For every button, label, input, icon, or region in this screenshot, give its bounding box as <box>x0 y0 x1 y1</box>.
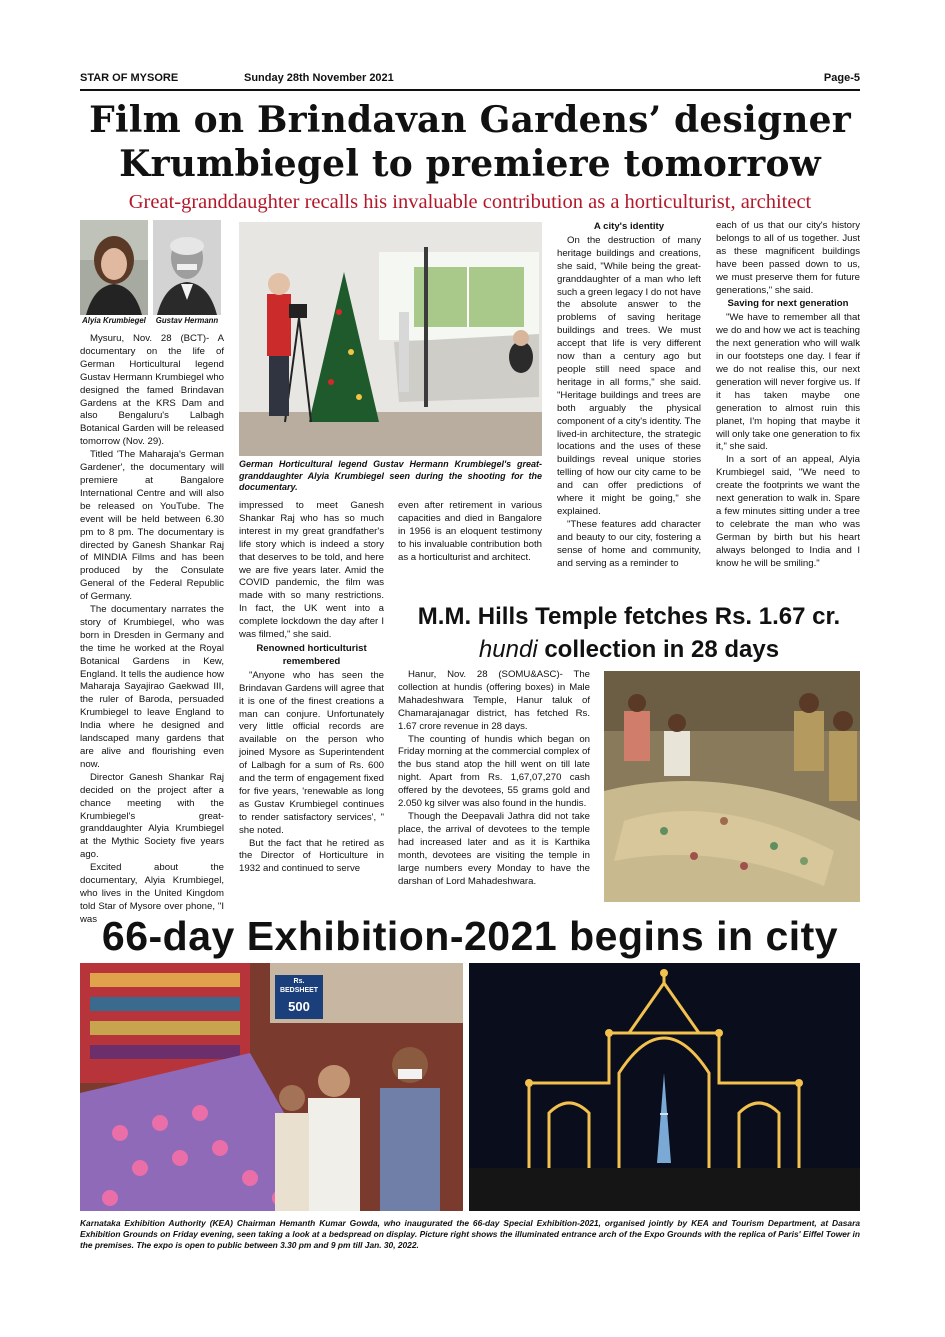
issue-date: Sunday 28th November 2021 <box>244 72 394 84</box>
story1-column2 <box>239 500 384 876</box>
portrait-gustav <box>153 220 221 315</box>
story3-headline: 66-day Exhibition-2021 begins in city <box>101 913 839 959</box>
paragraph: In a sort of an appeal, Alyia Krumbiegel said, "We need to create the footprints we want the next generation to walk in. Spare a few minutes sitting under a tree to celebrate the man who was German by birth but his heart always belonged to India and I know he will be smiling." <box>716 454 860 569</box>
paragraph: Titled 'The Maharaja's German Gardener', the documentary will premiere at Bangalore International Centre and will also be released on YouTube. The event will be held between 6.30 pm to 8 pm. The documentary is directed by Ganesh Shankar Raj of MINDIA Films and has been produced by the Consulate General of the Federal Republic of Germany. <box>80 449 224 603</box>
paragraph: each of us that our city's history belongs to all of us together. Just as these magnificent buildings have been passed down to us, we must preserve them for future generations," she said. <box>716 220 860 296</box>
paragraph: "We have to remember all that we do and how we act is teaching the next generation who will walk in our footsteps one day. I fear if we do not realise this, our next generation will never forgive us. If it has taken maybe one generation to almost ruin this planet, I'm hoping that maybe it will only take one generation to fix it," she said. <box>716 312 860 453</box>
portrait1-caption: Alyia Krumbiegel <box>82 316 146 325</box>
paragraph: "Anyone who has seen the Brindavan Gardens will agree that it is one of the finest creations a man can conjure. Unfortunately very little official records are available on the person who joined Mysore as Superintendent of Lalbagh for a sum of Rs. 600 and the term of engagement fixed for five years, 'renewable as long as Gustav Krumbiegel continues to render satisfactory services', " she noted. <box>239 669 384 836</box>
paragraph: But the fact that he retired as the Director of Horticulture in 1932 and continued to serve <box>239 837 384 875</box>
subhead-renowned: Renowned horticulturist remembered <box>256 642 367 667</box>
paragraph: Mysuru, Nov. 28 (BCT)- A documentary on the life of German Horticultural legend Gustav Hermann Krumbiegel who designed the famed Brindavan Gardens at the KRS Dam and also Bengaluru's Lalbagh Botanical Garden will be released tomorrow (Nov. 29). <box>80 333 224 448</box>
story1-headline-line1: Film on Brindavan Gardens’ designer <box>89 99 851 141</box>
paragraph: Director Ganesh Shankar Raj decided on the project after a chance meeting with the Krumbiegel's great-granddaughter Alyia Krumbiegel at the Mythic Society five years ago. <box>80 771 224 861</box>
story1-column5 <box>716 220 860 570</box>
paragraph: "These features add character and beauty to our city, fostering a sense of home and community, and serving as a reminder to <box>557 518 701 569</box>
paragraph: impressed to meet Ganesh Shankar Raj who has so much interest in my great grandfather's life story which is indeed a story that deserves to be told, and here we are five years later. Amid the COVID pandemic, the film was made with so many restrictions. In fact, the UK went into a complete lockdown the day after I was filmed," she said. <box>239 500 384 641</box>
portrait-alyia <box>80 220 148 315</box>
masthead-rule <box>80 89 860 91</box>
hundi-counting-photo <box>604 671 860 902</box>
paragraph: The counting of hundis which began on Friday morning at the commercial complex of the bus stand atop the hill went on till late night. Apart from Rs. 1,67,07,270 cash offered by the devotees, 55 grams gold and 2.050 kg silver was also found in the hundis. <box>398 733 590 810</box>
shooting-photo-caption: German Horticultural legend Gustav Hermann Krumbiegel's great-granddaughter Alyia Krumbiegel seen during the shooting for the documentary. <box>239 459 542 492</box>
paragraph: The documentary narrates the story of Krumbiegel, who was born in Dresden in Germany and the time he worked at the Royal Botanical Gardens in Kew, England. It tells the audience how Maharaja Sayajirao Gaekwad III, the ruler of Baroda, persuaded Krumbiegel to leave England to India where he designed and landscaped many gardens that are alive and flourishing even now. <box>80 604 224 770</box>
story2-body <box>398 669 590 888</box>
story2-headline-italic: hundi <box>478 636 538 663</box>
story1-headline-line2: Krumbiegel to premiere tomorrow <box>119 143 821 185</box>
paragraph: Though the Deepavali Jathra did not take place, the arrival of devotees to the temple had increased later and as it is Karthika month, devotees are visiting the temple in large numbers every Monday to have the darshan of Lord Mahadeshwara. <box>398 810 590 887</box>
bedsheet-sign-price: 500 <box>288 999 310 1014</box>
bedsheet-sign-label: Rs. BEDSHEET <box>279 978 319 994</box>
story1-column4 <box>557 220 701 570</box>
expo-arch-photo <box>469 963 860 1211</box>
portrait2-caption: Gustav Hermann <box>155 316 219 325</box>
story2-headline-line2 <box>398 633 860 666</box>
paper-name: STAR OF MYSORE <box>80 72 179 84</box>
story1-subhead: Great-granddaughter recalls his invaluable contribution as a horticulturist, architect <box>128 191 812 213</box>
page-number: Page-5 <box>823 72 860 84</box>
paragraph: On the destruction of many heritage buildings and creations, she said, "While being the great-granddaughter of a man who left such a green legacy I do not have the absolute answer to the problems of saving heritage buildings and trees. We must accept that life is very different now than a century ago but people still need space and heritage in all forms," she said. "Heritage buildings and trees are both arguably the physical component of a city's identity. The lived-in architecture, the strategic locations and the uses of these buildings reveal unique stories telling of how our city came to be and can offer predictions of where it might be going," she explained. <box>557 234 702 517</box>
documentary-shooting-photo <box>239 222 542 456</box>
subhead-next-generation: Saving for next generation <box>727 298 849 310</box>
exhibition-caption: Karnataka Exhibition Authority (KEA) Chairman Hemanth Kumar Gowda, who inaugurated the 66-day Special Exhibition-2021, organised jointly by KEA and Tourism Department, at Dasara Exhibition Grounds on Friday evening, seen taking a look at a bedspread on display. Picture right shows the illuminated entrance arch of the Expo Grounds with the replica of Paris' Eiffel Tower in the premises. The expo is open to public between 3.30 pm and 9 pm till Jan. 30, 2022. <box>80 1218 860 1250</box>
subhead-city-identity: A city's identity <box>593 221 665 232</box>
paragraph: even after retirement in various capacities and died in Bangalore in 1956 is an eloquent testimony to his invaluable contribution both as a horticulturist and architect. <box>398 500 542 563</box>
story1-column3 <box>398 500 542 565</box>
masthead <box>80 72 860 88</box>
exhibition-bedspread-photo <box>80 963 463 1211</box>
story1-column1 <box>80 333 224 927</box>
paragraph: Excited about the documentary, Alyia Krumbiegel, who lives in the United Kingdom told Star of Mysore over phone, "I was <box>80 862 224 925</box>
story2-headline-rest: collection in 28 days <box>537 636 780 663</box>
story2-headline-line1: M.M. Hills Temple fetches Rs. 1.67 cr. <box>417 603 841 630</box>
paragraph: Hanur, Nov. 28 (SOMU&ASC)- The collection at hundis (offering boxes) in Male Mahadeshwara Temple, Hanur taluk of Chamarajanagar district, has fetched Rs. 1.67 crore revenue in 28 days. <box>398 669 590 732</box>
story2-headline <box>398 600 860 666</box>
